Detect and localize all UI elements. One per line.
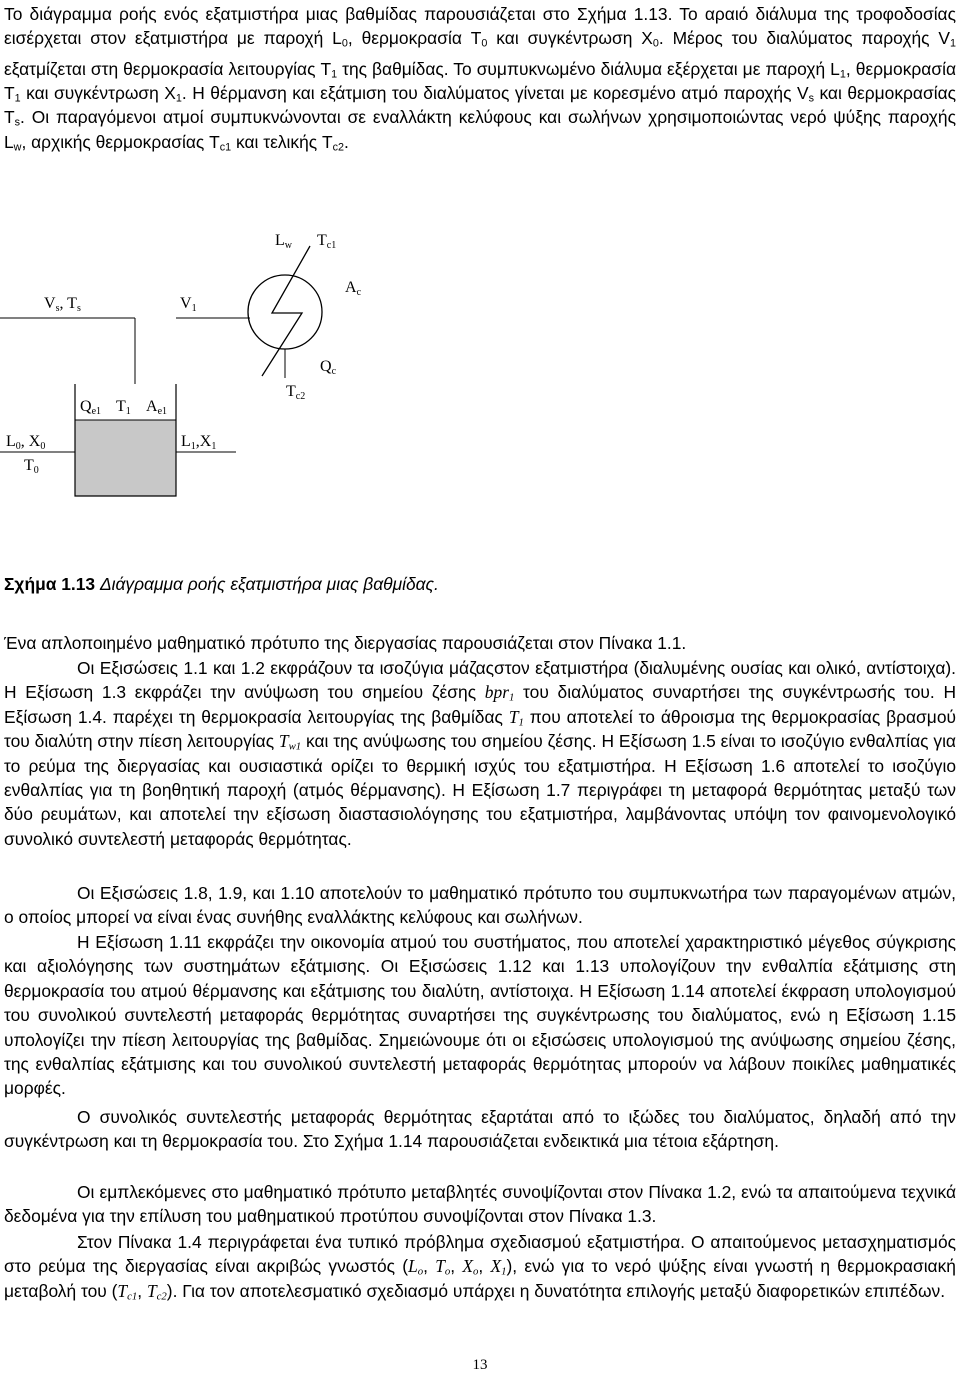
condenser-circle	[248, 275, 322, 349]
figure-caption	[4, 572, 439, 596]
paragraph-3: Οι Εξισώσεις 1.8, 1.9, και 1.10 αποτελούν το μαθηματικό πρότυπο του συμπυκνωτήρα των παραγομένων ατμών, ο οποίος μπορεί να είναι ένας συνήθης εναλλάκτης κελύφους και σωλήνων.	[4, 883, 956, 928]
label-L0-X0: L0, X0	[6, 433, 46, 452]
label-Vs-Ts: Vs, Ts	[44, 295, 81, 314]
page-number: 13	[472, 1357, 488, 1373]
figure-caption-label: Σχήμα 1.13	[4, 574, 96, 594]
evaporator-liquid	[75, 420, 176, 496]
paragraph-1: Ένα απλοποιημένο μαθηματικό πρότυπο της διεργασίας παρουσιάζεται στον Πίνακα 1.1.	[4, 633, 687, 653]
label-Tc1: Tc1	[317, 232, 337, 251]
paragraph-2: Οι Εξισώσεις 1.1 και 1.2 εκφράζουν τα ισοζύγια μάζαςστον εξατμιστήρα (διαλυμένης ουσίας και ολικό, αντίστοιχα). Η Εξίσωση 1.3 εκφράζει την ανύψωση του σημείου ζέσης bpr$_1$ του διαλύματος συναρτήσει της συγκέντρωσής του. Η Εξίσωση 1.4. παρέχει τη θερμοκρασία λειτουργίας της βαθμίδας $T_1$ που αποτελεί το άθροισμα της θερμοκρασίας βρασμού του διαλύτη στην πίεση λειτουργίας $T_{w1}$ και της ανύψωσης του σημείου ζέσης. Η Εξίσωση 1.5 είναι το ισοζύγιο ενθαλπίας για το ρεύμα της διεργασίας και ουσιαστικά ορίζει το θερμική ισχύς του εξατμιστήρα. Η Εξίσωση 1.6 αποτελεί το ισοζύγιο ενθαλπίας για τη βοηθητική παροχή (ατμός θέρμανσης). Η Εξίσωση 1.7 περιγράφει τη μεταφορά θερμότητας μεταξύ των δύο ρευμάτων, και αποτελεί την εξίσωση διαστασιολόγησης του εξατμιστήρα, λαμβάνοντας υπόψη τον φαινομενολογικό συνολικό συντελεστή μεταφοράς θερμότητας.	[4, 658, 957, 849]
condenser-coil	[262, 246, 310, 376]
label-L1-X1: L1,X1	[181, 433, 217, 452]
label-Ae1: Ae1	[146, 398, 168, 417]
label-Lw: Lw	[275, 232, 293, 251]
label-T0: T0	[24, 457, 39, 476]
intro-paragraph: Το διάγραμμα ροής ενός εξατμιστήρα μιας βαθμίδας παρουσιάζεται στο Σχήμα 1.13. Το αραιό διάλυμα της τροφοδοσίας εισέρχεται στον εξατμιστήρα με παροχή L0, θερμοκρασία $T_0$ και συγκέντρωση $X_0$. Μέρος του διαλύματος παροχής $V_1$ εξατμίζεται στη θερμοκρασία λειτουργίας $T_1$ της βαθμίδας. Το συμπυκνωμένο διάλυμα εξέρχεται με παροχή $L_1$, θερμοκρασία $T_1$ και συγκέντρωση $X_1$. Η θέρμανση και εξάτμιση του διαλύματος γίνεται με κορεσμένο ατμό παροχής $V_s$ και θερμοκρασίας $T_s$. Οι παραγόμενοι ατμοί συμπυκνώνονται σε εναλλάκτη κελύφους και σωλήνων χρησιμοποιώντας νερό ψύξης παροχής $L_w$, αρχικής θερμοκρασίας $T_{c1}$ και τελικής $T_{c2}$.	[4, 4, 957, 154]
label-Qc: Qc	[320, 358, 337, 377]
figure-caption-text: Διάγραμμα ροής εξατμιστήρα μιας βαθμίδας.	[99, 574, 439, 594]
paragraph-4: Η Εξίσωση 1.11 εκφράζει την οικονομία ατμού του συστήματος, που αποτελεί χαρακτηριστικό μέγεθος σύγκρισης και αξιολόγησης των συστημάτων εξάτμισης. Οι Εξισώσεις 1.12 και 1.13 υπολογίζουν την ενθαλπία εξάτμισης στη θερμοκρασία του ατμού θέρμανσης και εξάτμισης του διαλύτη, αντίστοιχα. Η Εξίσωση 1.14 αποτελεί έκφραση υπολογισμού του συνολικού συντελεστή μεταφοράς θερμότητας συναρτήσει της συγκέντρωσης του διαλύματος, ενώ η Εξίσωση 1.15 υπολογίζει την πίεση λειτουργίας της βαθμίδας. Σημειώνουμε ότι οι εξισώσεις υπολογισμού της ανύψωσης σημείου ζέσης, της ενθαλπίας εξάτμισης και του συνολικού συντελεστή μεταφοράς θερμότητας μπορούν να λάβουν ποικίλες μαθηματικές μορφές.	[4, 932, 956, 1099]
label-T1: T1	[116, 398, 131, 417]
paragraph-7: Στον Πίνακα 1.4 περιγράφεται ένα τυπικό πρόβλημα σχεδιασμού εξατμιστήρα. Ο απαιτούμενος μετασχηματισμός στο ρεύμα της διεργασίας είναι ακριβώς γνωστός ($L_o$, $T_o$, $X_o$, $X_1$), ενώ για το νερό ψύξης είναι γνωστή η θερμοκρασιακή μεταβολή του ($T_{c1}$, $T_{c2}$). Για τον αποτελεσματικό σχεδιασμό υπάρχει η δυνατότητα επιλογής μεταξύ διαφορετικών επιπέδων.	[4, 1232, 956, 1303]
label-V1: V1	[180, 295, 197, 314]
paragraph-5: Ο συνολικός συντελεστής μεταφοράς θερμότητας εξαρτάται από το ιξώδες του διαλύματος, δηλαδή από την συγκέντρωση και τη θερμοκρασία του. Στο Σχήμα 1.14 παρουσιάζεται ενδεικτικά μια τέτοια εξάρτηση.	[4, 1107, 956, 1152]
label-Qe1: Qe1	[80, 398, 102, 417]
label-Tc2: Tc2	[286, 383, 306, 402]
label-Ac: Ac	[345, 279, 362, 298]
evaporator-flow-diagram	[0, 200, 960, 570]
paragraph-6: Οι εμπλεκόμενες στο μαθηματικό πρότυπο μεταβλητές συνοψίζονται στον Πίνακα 1.2, ενώ τα απαιτούμενα τεχνικά δεδομένα για την επίλυση του μαθηματικού προτύπου συνοψίζονται στον Πίνακα 1.3.	[4, 1182, 956, 1227]
